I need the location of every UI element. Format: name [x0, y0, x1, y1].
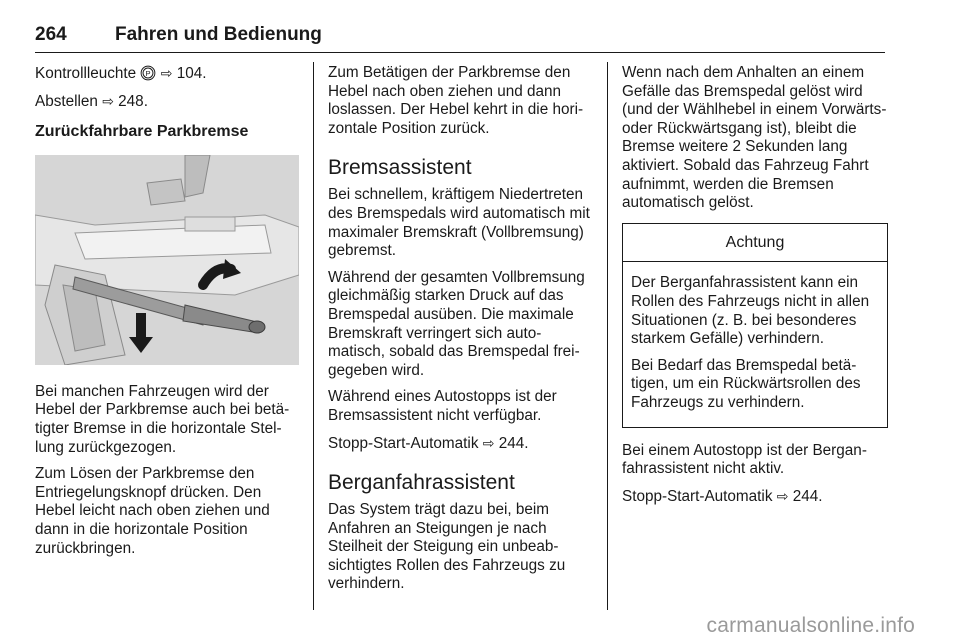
column-divider: [607, 62, 608, 610]
paragraph: Wenn nach dem Anhalten an einem Gefälle das Bremspedal gelöst wird (und der Wählhebel in einem Vorwärts- oder Rückwärtsgang ist), bleibt die Bremse weitere 2 Sekunden lang aktiviert. Sobald das Fahrzeug Fahrt aufnimmt, werden die Bremsen automatisch gelöst.: [622, 64, 887, 212]
page-header: [35, 22, 885, 53]
page-number: 264: [35, 24, 67, 45]
svg-text:P: P: [145, 68, 151, 78]
reference-link[interactable]: 104.: [176, 65, 207, 82]
paragraph: Während eines Autostopps ist der Bremsassistent nicht verfügbar.: [328, 388, 557, 424]
park-line: Abstellen ⇨ 248.: [35, 92, 148, 110]
warning-body: [623, 262, 887, 426]
reference-arrow-icon: ⇨: [160, 65, 173, 81]
reference-link[interactable]: 244.: [792, 487, 823, 505]
section-heading-brake-assist: Bremsassistent: [328, 156, 472, 180]
column-middle: [328, 64, 593, 602]
paragraph: Das System trägt dazu bei, beim Anfahren an Steigungen je nach Steilheit der Steigung ein unbeabsichtigtes Rollen des Fahrzeugs zu verhindern.: [328, 501, 566, 593]
indicator-line: Kontrollleuchte P ⇨ 104.: [35, 65, 207, 82]
reference-arrow-icon: ⇨: [482, 434, 495, 451]
paragraph: Bei manchen Fahrzeugen wird der Hebel der Parkbremse auch bei betätigter Bremse in die horizontale Stellung zurückgezogen.: [35, 382, 290, 456]
reference-arrow-icon: ⇨: [102, 92, 114, 109]
reference-link[interactable]: 248.: [118, 92, 148, 110]
paragraph: Zum Betätigen der Parkbremse den Hebel nach oben ziehen und dann loslassen. Der Hebel kehrt in die horizontale Position zurück.: [328, 64, 584, 137]
column-divider: [313, 62, 314, 610]
paragraph: Bei Bedarf das Bremspedal betätigen, um ein Rückwärtsrollen des Fahrzeugs zu verhindern.: [631, 356, 861, 411]
watermark: carmanualsonline.info: [706, 614, 915, 637]
section-heading-hill-start-assist: Berganfahrassistent: [328, 471, 515, 495]
paragraph: Zum Lösen der Parkbremse den Entriegelungsknopf drücken. Den Hebel leicht nach oben ziehen und dann in die horizontale Position zurückbringen.: [35, 465, 270, 557]
paragraph: Bei schnellem, kräftigem Niedertreten des Bremspedals wird automatisch mit maximaler Bremskraft (Vollbremsung) gebremst.: [328, 186, 590, 260]
warning-box: [622, 223, 888, 428]
reference-line: Stopp-Start-Automatik ⇨ 244.: [622, 487, 823, 505]
paragraph: Der Berganfahrassistent kann ein Rollen des Fahrzeugs nicht in allen Situationen (z. B. bei besonderes starkem Gefälle) verhindern.: [631, 274, 870, 348]
chapter-title: Fahren und Bedienung: [115, 24, 322, 45]
warning-title: Achtung: [623, 224, 887, 263]
parking-brake-lever-icon: [35, 155, 299, 365]
parking-brake-icon: [140, 65, 156, 81]
paragraph: Während der gesamten Vollbremsung gleichmäßig starken Druck auf das Bremspedal ausüben. Die maximale Bremskraft verringert sich automatisch, sobald das Bremspedal freigegeben wird.: [328, 268, 585, 379]
column-right: [622, 64, 888, 514]
parking-brake-illustration: [35, 155, 299, 365]
subheading: Zurückfahrbare Parkbremse: [35, 123, 249, 141]
reference-arrow-icon: ⇨: [776, 487, 789, 504]
reference-link[interactable]: 244.: [498, 434, 529, 452]
column-left: [35, 64, 300, 566]
reference-line: Stopp-Start-Automatik ⇨ 244.: [328, 434, 529, 452]
paragraph: Bei einem Autostopp ist der Berganfahrassistent nicht aktiv.: [622, 441, 867, 478]
